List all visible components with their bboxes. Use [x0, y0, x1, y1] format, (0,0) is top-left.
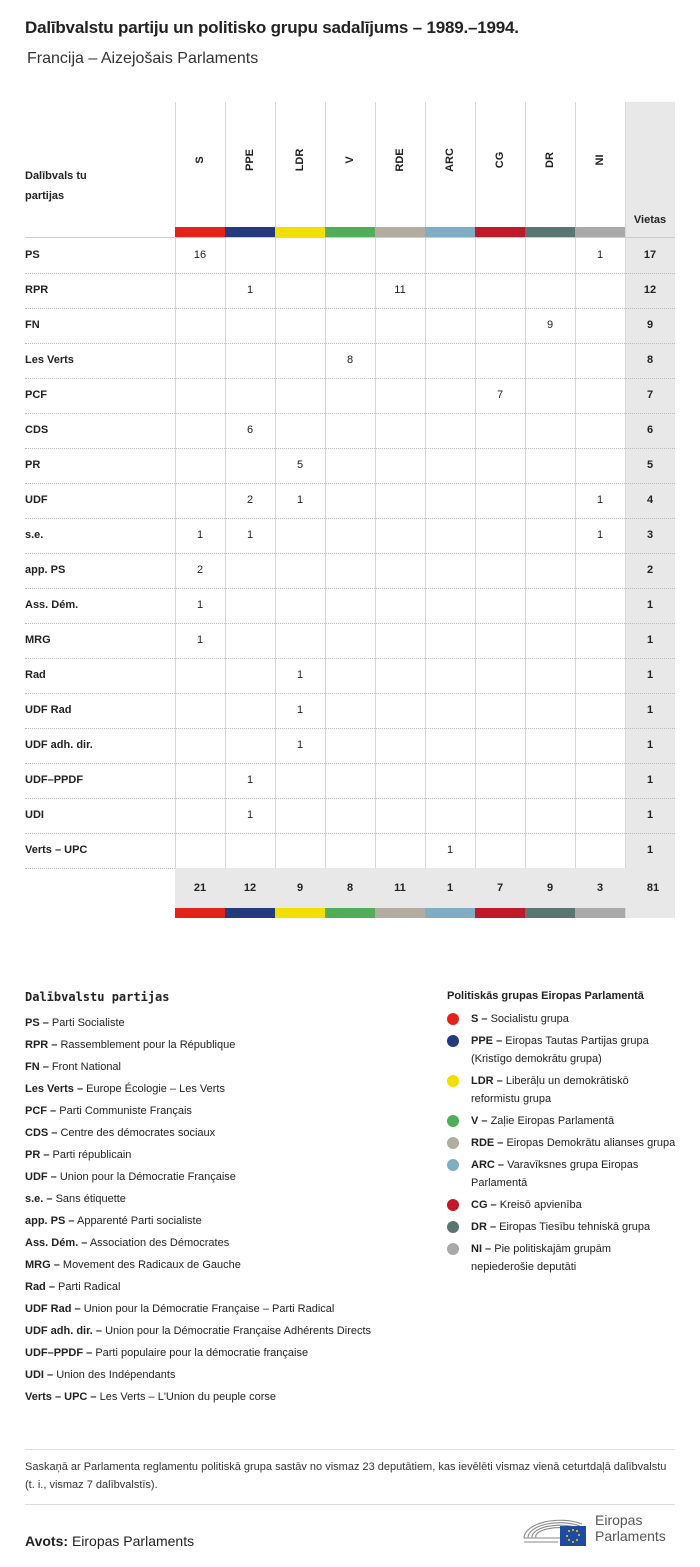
party-legend-title: Dalībvalstu partijas: [25, 990, 170, 1004]
table-row: [25, 518, 675, 554]
logo-line-2: Parlaments: [595, 1528, 666, 1544]
party-legend: [25, 990, 371, 1408]
group-color-bar-bottom: [325, 908, 375, 918]
group-legend-name: Socialistu grupa: [490, 1013, 569, 1025]
party-legend-item: [25, 1122, 371, 1144]
group-header-label: NI: [594, 154, 606, 166]
group-legend-item: [447, 1072, 677, 1108]
row-party-label: Ass. Dém.: [25, 599, 79, 611]
party-legend-item: [25, 1276, 371, 1298]
column-total-cell: 9: [296, 882, 304, 894]
party-legend-name: Union pour la Démocratie Française Adhérents Directs: [105, 1325, 372, 1337]
group-legend-item: [447, 1010, 677, 1028]
party-legend-abbr: app. PS –: [25, 1215, 75, 1227]
row-total-cell: 2: [646, 564, 654, 576]
row-total-cell: 1: [646, 704, 654, 716]
row-party-label: FN: [25, 319, 40, 331]
table-cell: 7: [496, 389, 504, 401]
party-legend-item: [25, 1210, 371, 1232]
group-header-label: DR: [544, 152, 556, 168]
group-legend-item: [447, 1134, 677, 1152]
party-legend-name: Les Verts – L'Union du peuple corse: [99, 1391, 276, 1403]
table-row: [25, 273, 675, 309]
party-legend-abbr: UDI –: [25, 1369, 54, 1381]
party-legend-name: Front National: [51, 1061, 121, 1073]
row-total-cell: 1: [646, 739, 654, 751]
party-legend-item: [25, 1386, 371, 1408]
total-header-label: Vietas: [633, 214, 667, 226]
party-legend-abbr: UDF adh. dir. –: [25, 1325, 103, 1337]
party-legend-abbr: PCF –: [25, 1105, 57, 1117]
table-cell: 1: [246, 809, 254, 821]
table-cell: 5: [296, 459, 304, 471]
group-color-dot-icon: [447, 1035, 459, 1047]
source-line: [25, 1533, 194, 1549]
group-header: [525, 102, 575, 227]
table-cell: 1: [246, 284, 254, 296]
table-cell: 16: [193, 249, 207, 261]
group-header: [575, 102, 625, 227]
row-party-label: UDF adh. dir.: [25, 739, 93, 751]
party-legend-abbr: MRG –: [25, 1259, 60, 1271]
party-legend-abbr: Verts – UPC –: [25, 1391, 97, 1403]
row-party-label: Verts – UPC: [25, 844, 88, 856]
row-party-label: MRG: [25, 634, 51, 646]
group-header: [175, 102, 225, 227]
party-legend-abbr: Les Verts –: [25, 1083, 84, 1095]
group-legend-item: [447, 1032, 677, 1068]
table-cell: 6: [246, 424, 254, 436]
table-row: [25, 588, 675, 624]
party-legend-item: [25, 1188, 371, 1210]
party-legend-item: [25, 1254, 371, 1276]
group-legend-abbr: DR –: [471, 1221, 497, 1233]
group-color-dot-icon: [447, 1199, 459, 1211]
party-legend-item: [25, 1298, 371, 1320]
party-legend-abbr: Rad –: [25, 1281, 55, 1293]
group-legend-item: [447, 1196, 677, 1214]
group-legend-name: Eiropas Tautas Partijas grupa (Kristīgo demokrātu grupa): [471, 1035, 649, 1065]
row-total-cell: 1: [646, 599, 654, 611]
party-legend-name: Sans étiquette: [55, 1193, 126, 1205]
row-party-label: UDF Rad: [25, 704, 72, 716]
group-color-bar-bottom: [375, 908, 425, 918]
table-cell: 1: [246, 774, 254, 786]
row-total-cell: 5: [646, 459, 654, 471]
table-row: [25, 798, 675, 834]
group-legend-item: [447, 1156, 677, 1192]
table-row: [25, 343, 675, 379]
row-party-label: UDF–PPDF: [25, 774, 84, 786]
table-cell: 1: [596, 249, 604, 261]
group-header-label: ARC: [444, 148, 456, 172]
party-legend-item: [25, 1364, 371, 1386]
page-subtitle: Francija – Aizejošais Parlaments: [27, 50, 259, 67]
table-cell: 2: [196, 564, 204, 576]
party-legend-name: Europe Écologie – Les Verts: [86, 1083, 225, 1095]
party-legend-name: Union pour la Démocratie Française: [59, 1171, 236, 1183]
group-header-label: RDE: [394, 148, 406, 172]
row-total-cell: 4: [646, 494, 654, 506]
party-legend-abbr: PR –: [25, 1149, 50, 1161]
group-header: [325, 102, 375, 227]
row-party-label: PCF: [25, 389, 47, 401]
table-row: [25, 448, 675, 484]
party-legend-name: Union pour la Démocratie Française – Parti Radical: [83, 1303, 335, 1315]
row-total-cell: 7: [646, 389, 654, 401]
group-color-bar-bottom: [275, 908, 325, 918]
column-total-cell: 11: [394, 882, 406, 894]
party-legend-abbr: Ass. Dém. –: [25, 1237, 88, 1249]
group-color-bar-top: [175, 227, 225, 237]
table-cell: 1: [196, 599, 204, 611]
column-total-cell: 12: [243, 882, 257, 894]
group-color-bar-top: [375, 227, 425, 237]
group-legend-name: Zaļie Eiropas Parlamentā: [490, 1115, 615, 1127]
table-row: [25, 728, 675, 764]
group-header-label: CG: [494, 151, 506, 169]
group-header-label: V: [344, 156, 356, 164]
table-cell: 1: [446, 844, 454, 856]
party-legend-abbr: UDF –: [25, 1171, 57, 1183]
group-legend-abbr: S –: [471, 1013, 488, 1025]
logo-line-1: Eiropas: [595, 1512, 643, 1528]
table-cell: 1: [296, 739, 304, 751]
column-total-cell: 8: [346, 882, 354, 894]
party-legend-name: Rassemblement pour la République: [60, 1039, 236, 1051]
group-legend-name: Varavīksnes grupa Eiropas Parlamentā: [471, 1159, 639, 1189]
party-legend-abbr: RPR –: [25, 1039, 58, 1051]
group-color-bar-top: [275, 227, 325, 237]
group-color-dot-icon: [447, 1159, 459, 1171]
group-color-bar-top: [575, 227, 625, 237]
party-legend-item: [25, 1232, 371, 1254]
party-legend-item: [25, 1078, 371, 1100]
source-label: Avots:: [25, 1533, 69, 1549]
party-legend-name: Association des Démocrates: [89, 1237, 230, 1249]
row-party-label: Rad: [25, 669, 46, 681]
table-row: [25, 483, 675, 519]
group-legend-abbr: PPE –: [471, 1035, 503, 1047]
row-total-cell: 1: [646, 844, 654, 856]
group-header: [225, 102, 275, 227]
party-legend-item: [25, 1100, 371, 1122]
table-row: [25, 658, 675, 694]
table-row: [25, 623, 675, 659]
party-legend-name: Union des Indépendants: [56, 1369, 176, 1381]
group-color-bar-top: [475, 227, 525, 237]
party-legend-abbr: UDF–PPDF –: [25, 1347, 93, 1359]
grand-total-cell: 81: [646, 882, 660, 894]
group-color-bar-top: [325, 227, 375, 237]
row-total-cell: 3: [646, 529, 654, 541]
group-legend: [447, 990, 677, 1280]
row-party-label: UDI: [25, 809, 44, 821]
footnote: Saskaņā ar Parlamenta reglamentu politiskā grupa sastāv no vismaz 23 deputātiem, kas ievēlēti vismaz vienā ceturtdaļā dalībvalstu (t. i., vismaz 7 dalībvalstīs).: [25, 1449, 675, 1505]
group-legend-title: Politiskās grupas Eiropas Parlamentā: [447, 990, 644, 1002]
table-cell: 1: [296, 669, 304, 681]
row-party-label: UDF: [25, 494, 48, 506]
table-row: [25, 378, 675, 414]
column-total-cell: 7: [496, 882, 504, 894]
group-header: [425, 102, 475, 227]
row-party-label: s.e.: [25, 529, 44, 541]
group-legend-item: [447, 1112, 677, 1130]
row-party-label: PR: [25, 459, 41, 471]
group-legend-abbr: LDR –: [471, 1075, 503, 1087]
party-legend-item: [25, 1056, 371, 1078]
group-color-dot-icon: [447, 1013, 459, 1025]
table-row: [25, 693, 675, 729]
row-total-cell: 1: [646, 669, 654, 681]
row-party-label: CDS: [25, 424, 49, 436]
table-row: [25, 833, 675, 869]
table-cell: 1: [196, 634, 204, 646]
group-header: [475, 102, 525, 227]
party-legend-name: Parti Socialiste: [51, 1017, 125, 1029]
group-color-dot-icon: [447, 1115, 459, 1127]
group-color-dot-icon: [447, 1137, 459, 1149]
party-legend-name: Parti Radical: [58, 1281, 121, 1293]
table-cell: 9: [546, 319, 554, 331]
group-color-bar-bottom: [475, 908, 525, 918]
group-color-bar-top: [225, 227, 275, 237]
ep-logo: [522, 1510, 682, 1550]
table-cell: 1: [246, 529, 254, 541]
group-header-label: S: [194, 156, 206, 164]
party-legend-name: Parti Communiste Français: [59, 1105, 192, 1117]
group-header: [375, 102, 425, 227]
row-total-cell: 8: [646, 354, 654, 366]
logo-text: [595, 1512, 666, 1544]
group-legend-name: Pie politiskajām grupām nepiederošie deputāti: [471, 1243, 612, 1273]
row-total-cell: 12: [643, 284, 657, 296]
column-total-cell: 9: [546, 882, 554, 894]
row-party-label: PS: [25, 249, 40, 261]
party-legend-abbr: CDS –: [25, 1127, 58, 1139]
group-legend-abbr: CG –: [471, 1199, 497, 1211]
group-color-dot-icon: [447, 1221, 459, 1233]
party-legend-item: [25, 1342, 371, 1364]
row-total-cell: 1: [646, 774, 654, 786]
party-legend-item: [25, 1166, 371, 1188]
column-total-cell: 1: [446, 882, 454, 894]
party-legend-name: Apparenté Parti socialiste: [76, 1215, 202, 1227]
party-legend-item: [25, 1144, 371, 1166]
table-cell: 1: [296, 704, 304, 716]
table-row: [25, 308, 675, 344]
group-header-label: LDR: [294, 148, 306, 172]
table-cell: 11: [394, 284, 406, 296]
party-legend-abbr: PS –: [25, 1017, 49, 1029]
table-row: [25, 763, 675, 799]
table-cell: 1: [596, 529, 604, 541]
table-cell: 1: [596, 494, 604, 506]
group-color-bar-top: [425, 227, 475, 237]
party-legend-name: Centre des démocrates sociaux: [60, 1127, 216, 1139]
group-color-bar-bottom: [175, 908, 225, 918]
group-color-bar-bottom: [525, 908, 575, 918]
page-title: Dalībvalstu partiju un politisko grupu sadalījums – 1989.–1994.: [25, 18, 519, 37]
group-color-bar-bottom: [225, 908, 275, 918]
group-legend-name: Eiropas Demokrātu alianses grupa: [506, 1137, 676, 1149]
group-header: [275, 102, 325, 227]
row-total-cell: 6: [646, 424, 654, 436]
group-legend-abbr: ARC –: [471, 1159, 505, 1171]
row-party-label: app. PS: [25, 564, 66, 576]
table-cell: 1: [296, 494, 304, 506]
parliament-hemicycle-icon: [522, 1510, 592, 1550]
party-legend-name: Parti populaire pour la démocratie française: [95, 1347, 309, 1359]
group-legend-name: Liberāļu un demokrātiskō reformistu grupa: [471, 1075, 629, 1105]
party-legend-abbr: FN –: [25, 1061, 49, 1073]
row-header-label: Dalībvals tu partijas: [25, 170, 87, 202]
group-header-label: PPE: [244, 148, 256, 172]
group-legend-name: Kreisō apvienība: [499, 1199, 582, 1211]
party-legend-item: [25, 1320, 371, 1342]
party-legend-item: [25, 1034, 371, 1056]
party-legend-abbr: UDF Rad –: [25, 1303, 81, 1315]
group-color-bar-top: [525, 227, 575, 237]
group-legend-abbr: V –: [471, 1115, 488, 1127]
table-cell: 2: [246, 494, 254, 506]
table-cell: 8: [346, 354, 354, 366]
group-legend-item: [447, 1218, 677, 1236]
group-color-dot-icon: [447, 1243, 459, 1255]
row-party-label: RPR: [25, 284, 49, 296]
group-color-dot-icon: [447, 1075, 459, 1087]
row-total-cell: 1: [646, 809, 654, 821]
row-total-cell: 9: [646, 319, 654, 331]
row-party-label: Les Verts: [25, 354, 74, 366]
source-value: Eiropas Parlaments: [71, 1533, 195, 1549]
party-legend-name: Parti républicain: [52, 1149, 132, 1161]
column-total-cell: 3: [596, 882, 604, 894]
party-legend-item: [25, 1012, 371, 1034]
group-legend-item: [447, 1240, 677, 1276]
group-legend-abbr: NI –: [471, 1243, 492, 1255]
group-legend-name: Eiropas Tiesību tehniskā grupa: [499, 1221, 651, 1233]
table-row: [25, 238, 675, 274]
table-row: [25, 413, 675, 449]
party-legend-name: Movement des Radicaux de Gauche: [62, 1259, 241, 1271]
table-cell: 1: [196, 529, 204, 541]
table-row: [25, 553, 675, 589]
group-color-bar-bottom: [575, 908, 625, 918]
row-total-cell: 17: [643, 249, 657, 261]
party-legend-abbr: s.e. –: [25, 1193, 53, 1205]
column-total-cell: 21: [193, 882, 207, 894]
row-total-cell: 1: [646, 634, 654, 646]
group-legend-abbr: RDE –: [471, 1137, 504, 1149]
group-color-bar-bottom: [425, 908, 475, 918]
